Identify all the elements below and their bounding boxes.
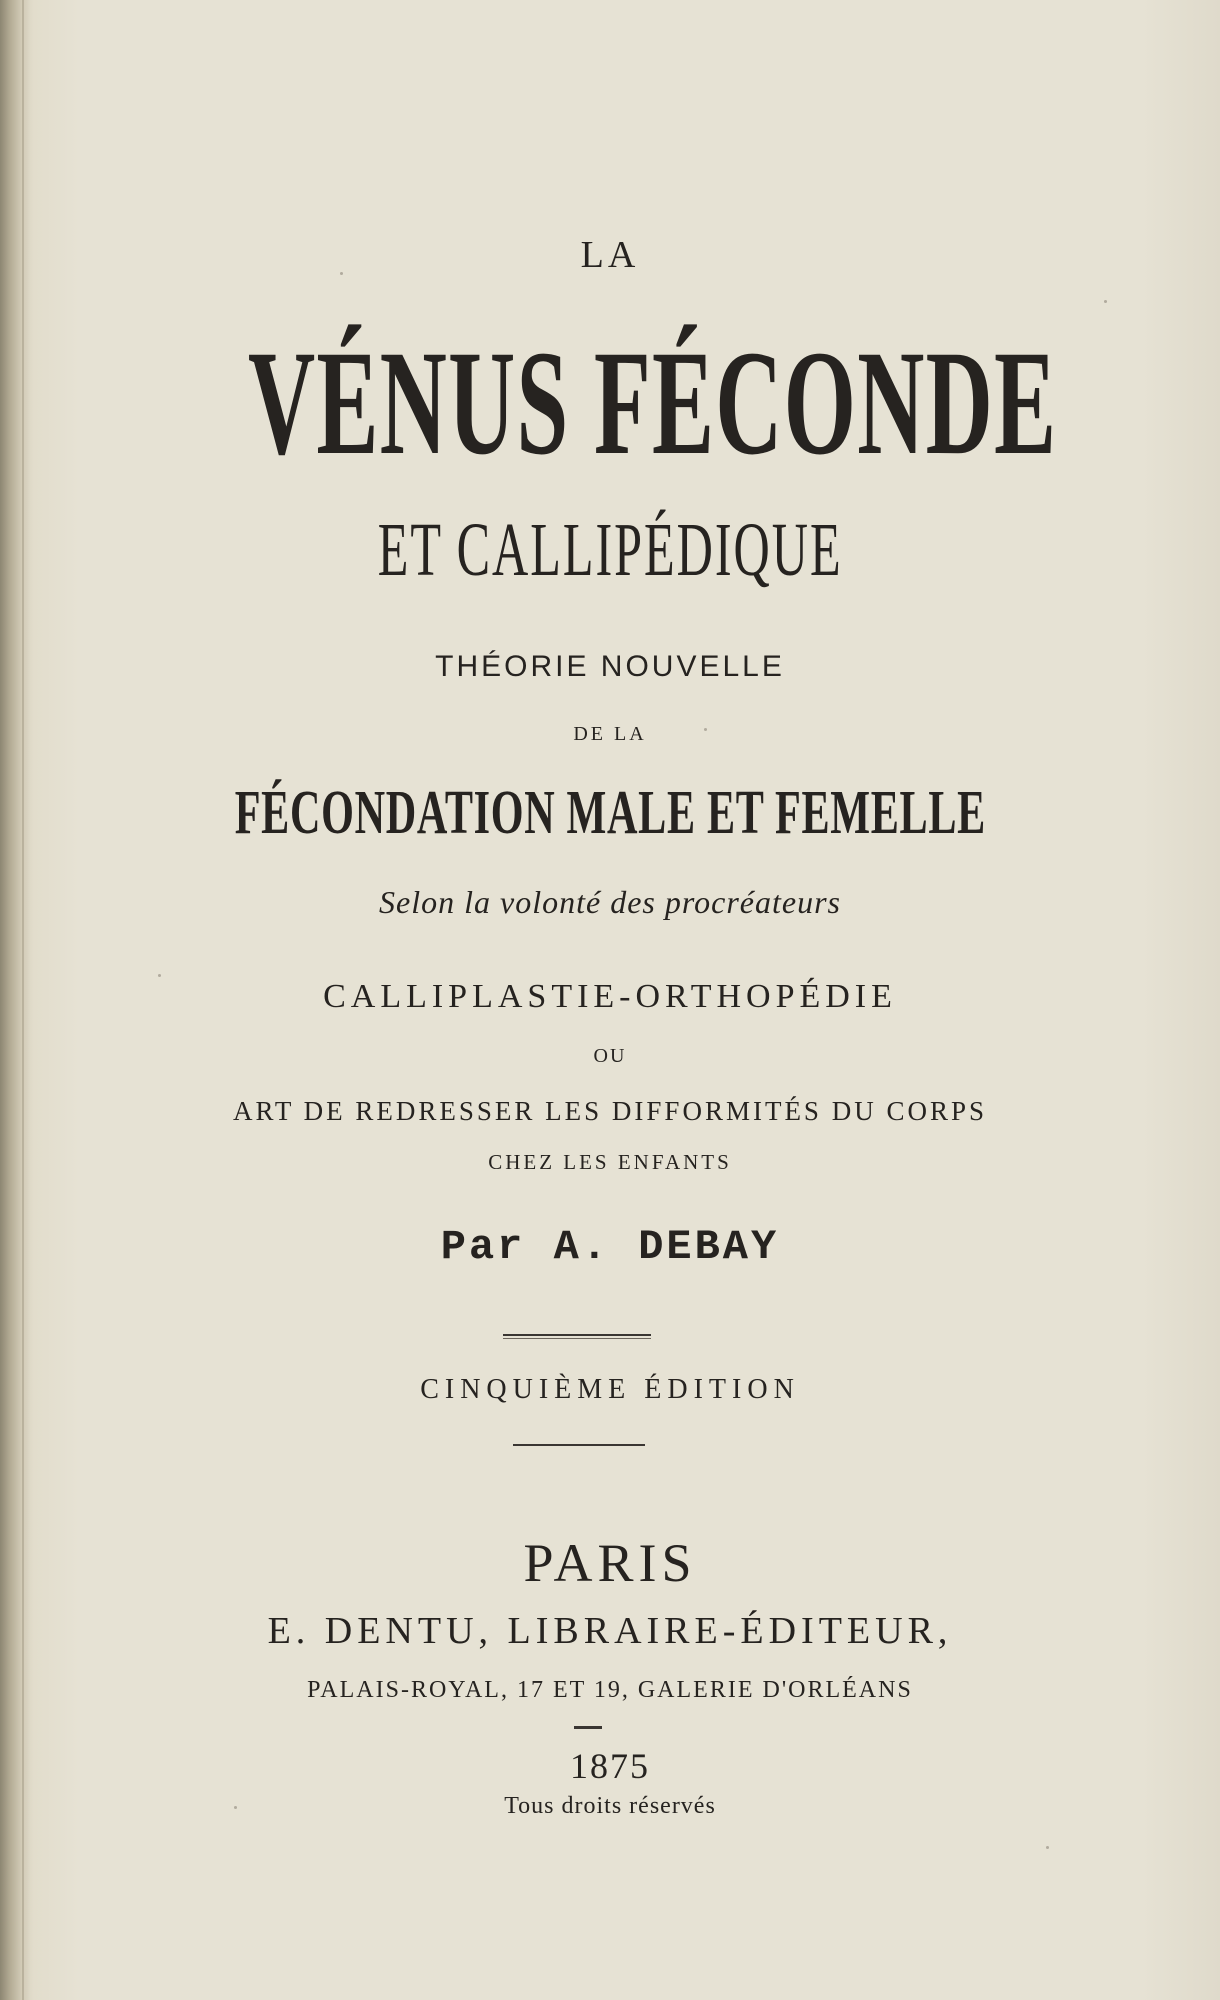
paper-speck <box>1104 300 1107 303</box>
rights-line: Tous droits réservés <box>504 1793 716 1819</box>
paper-speck <box>340 272 343 275</box>
imprint-address: PALAIS-ROYAL, 17 ET 19, GALERIE D'ORLÉANS <box>307 1677 913 1703</box>
chez-line: CHEZ LES ENFANTS <box>488 1150 732 1174</box>
art-line: ART DE REDRESSER LES DIFFORMITÉS DU CORPS <box>233 1096 987 1126</box>
ornamental-rule-bottom <box>513 1444 645 1446</box>
imprint-publisher: E. DENTU, LIBRAIRE-ÉDITEUR, <box>267 1610 953 1652</box>
paper-speck <box>704 728 707 731</box>
de-la-line: DE LA <box>573 723 647 745</box>
paper-speck <box>1046 1846 1049 1849</box>
author-line: Par A. DEBAY <box>440 1223 780 1271</box>
selon-italic-line: Selon la volonté des procréateurs <box>379 884 841 920</box>
subtitle-text: ET CALLIPÉDIQUE <box>377 508 843 592</box>
fecondation-heading-text: FÉCONDATION MALE ET FEMELLE <box>234 779 986 847</box>
title-article: LA <box>580 234 640 276</box>
main-title <box>0 320 1220 486</box>
fecondation-heading <box>0 779 1220 847</box>
main-title-text: VÉNUS FÉCONDE <box>248 320 1058 486</box>
short-rule <box>574 1726 602 1729</box>
imprint-year: 1875 <box>570 1746 650 1786</box>
calliplastie-heading: CALLIPLASTIE-ORTHOPÉDIE <box>323 978 897 1015</box>
paper-speck <box>158 974 161 977</box>
imprint-city: PARIS <box>523 1533 697 1593</box>
subtitle <box>0 508 1220 592</box>
ornamental-rule-top <box>503 1334 651 1339</box>
ou-line: OU <box>593 1045 627 1067</box>
edition-line: CINQUIÈME ÉDITION <box>420 1374 800 1405</box>
theory-line: THÉORIE NOUVELLE <box>435 650 785 683</box>
paper-speck <box>234 1806 237 1809</box>
